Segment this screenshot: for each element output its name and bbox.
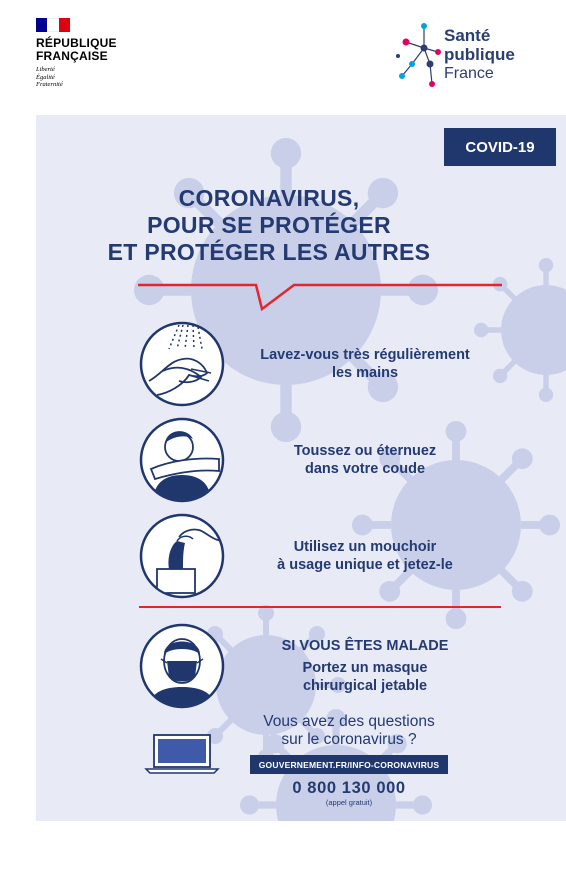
surgical-mask-icon — [139, 623, 225, 709]
sante-publique-france-logo — [396, 20, 536, 90]
prevention-poster — [36, 115, 566, 821]
sick-advice-text: SI VOUS ÊTES MALADE Portez un masque chirurgical jetable — [281, 638, 449, 694]
french-flag-icon — [36, 18, 70, 32]
republique-francaise-logo — [36, 18, 136, 89]
sick-advice-row — [139, 623, 501, 713]
hotline-number[interactable]: 0 800 130 000 — [292, 779, 406, 797]
sick-heading: SI VOUS ÊTES MALADE — [281, 638, 449, 654]
questions-text: Vous avez des questions sur le coronavirus ? — [263, 713, 435, 748]
republique-motto: Liberté Égalité Fraternité — [36, 66, 63, 88]
gesture-text-tissue: Utilisez un mouchoir à usage unique et jetez-le — [277, 539, 453, 573]
tissue-box-icon — [139, 513, 225, 599]
covid-19-badge: COVID-19 — [444, 128, 556, 166]
speech-bubble-divider — [138, 283, 504, 313]
gesture-row-handwashing — [139, 321, 501, 411]
laptop-icon — [144, 733, 220, 775]
handwashing-icon — [139, 321, 225, 407]
gesture-row-tissue — [139, 513, 501, 603]
hotline-note: (appel gratuit) — [325, 798, 373, 807]
poster-title: CORONAVIRUS, POUR SE PROTÉGER ET PROTÉGER LES AUTRES — [107, 185, 431, 265]
section-divider — [139, 606, 501, 608]
header — [0, 0, 566, 110]
molecule-logo-icon — [396, 20, 442, 90]
gesture-text-cough-elbow: Toussez ou éternuez dans votre coude — [293, 443, 437, 477]
republique-title: RÉPUBLIQUE FRANÇAISE — [36, 36, 117, 63]
sante-publique-wordmark: Santé publique France — [444, 26, 515, 82]
gesture-row-cough-elbow — [139, 417, 501, 507]
info-url-link[interactable]: GOUVERNEMENT.FR/INFO-CORONAVIRUS — [250, 755, 448, 774]
cough-elbow-icon — [139, 417, 225, 503]
gesture-text-handwashing: Lavez-vous très régulièrement les mains — [260, 347, 470, 381]
